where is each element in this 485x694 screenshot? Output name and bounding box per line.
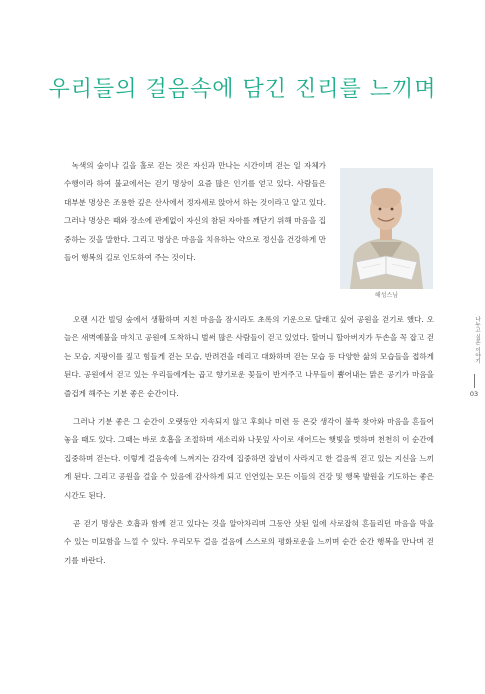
body-text bbox=[64, 311, 434, 580]
body-paragraph: 그러나 기분 좋은 그 순간이 오랫동안 지속되지 않고 후회나 미련 등 온갖 생각이 불쑥 찾아와 마음을 흔들어 놓을 때도 있다. 그때는 바로 호흡을 조절하며 새소리와 나뭇잎 사이로 새어드는 햇빛을 벗하며 천천히 이 순간에 집중하며 걷는다. 이렇게 걸음속에 느껴지는 감각에 집중하면 잡념이 사라지고 한 걸음씩 걷고 있는 지신을 느끼게 된다. 그리고 공원을 걸을 수 있음에 감사하게 되고 인연있는 모든 이들의 건강 및 행복 발원을 기도하는 좋은 시간도 된다. bbox=[64, 417, 434, 500]
monk-portrait-illustration bbox=[340, 168, 433, 289]
photo-caption: 해성스님 bbox=[374, 292, 399, 299]
page-title: 우리들의 걸음속에 담긴 진리를 느끼며 bbox=[48, 77, 437, 102]
section-side-label: 나누고 싶은 이야기 bbox=[474, 316, 480, 364]
page-number: 03 bbox=[469, 390, 479, 398]
intro-paragraph: 녹색의 숲이나 길을 홀로 걷는 것은 자신과 만나는 시간이며 걷는 일 자체가 수행이라 하여 불교에서는 걷기 명상이 요즘 많은 인기를 얻고 있다. 사람들은 대부분 명상은 조용한 깊은 산사에서 정자세로 앉아서 하는 것이라고 알고 있다. 그러나 명상은 때와 장소에 관계없이 자신의 참된 자아를 깨닫기 위해 마음을 집중하는 것을 말한다. 그리고 명상은 마음을 치유하는 약으로 정신을 건강하게 만들어 행복의 길로 인도하여 주는 것이다. bbox=[64, 161, 326, 263]
intro-text bbox=[64, 157, 326, 267]
body-paragraph: 오랜 시간 빌딩 숲에서 생활하며 지친 마음을 잠시라도 초록의 기운으로 달래고 싶어 공원을 걷기로 했다. 오늘은 새벽예불을 마치고 공원에 도착하니 벌써 많은 사람들이 걷고 있었다. 할머니 할아버지가 두손을 꼭 잡고 걷는 모습, 지팡이를 짚고 힘들게 걷는 모습, 반려견을 데리고 대화하며 걷는 모습 등 다양한 삶의 모습들을 접하게 된다. 공원에서 걷고 있는 우리들에게는 곱고 향기로운 꽃들이 반겨주고 나무들이 뿜어내는 맑은 공기가 마음을 즐겁게 해주는 기분 좋은 순간이다. bbox=[64, 315, 434, 398]
body-paragraph: 곧 걷기 명상은 호흡과 함께 걷고 있다는 것을 알아차리며 그동안 삿된 일에 사로잡혀 흔들리던 마음을 막을 수 있는 미묘함을 느낄 수 있다. 우리모두 걸음 걸음에 스스로의 평화로운을 느끼며 순간 순간 행복을 만나며 걷기를 바란다. bbox=[64, 519, 434, 565]
author-photo bbox=[340, 168, 433, 289]
side-divider bbox=[474, 374, 475, 388]
